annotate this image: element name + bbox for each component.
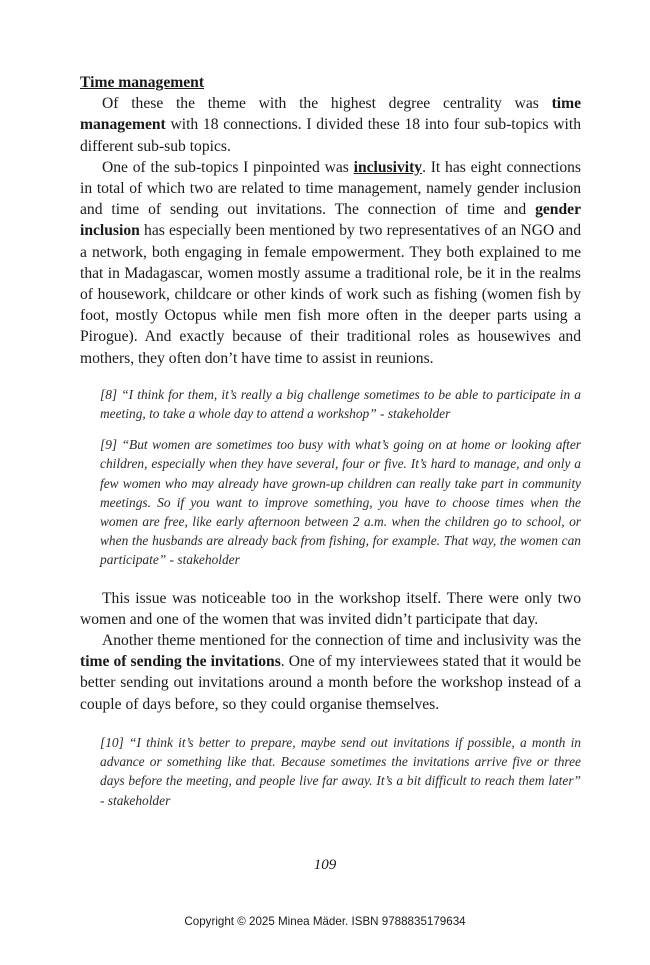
- quote-8: [8] “I think for them, it’s really a big challenge sometimes to be able to participate in a meeting, to take a whole day to attend a workshop” - stakeholder: [100, 386, 581, 422]
- emphasis-time-management: time management: [80, 95, 581, 134]
- quote-9: [9] “But women are sometimes too busy with what’s going on at home or looking after children, especially when they have several, four or five. It’s hard to manage, and only a few women who may already have grown-up children can really take part in community meetings. So if you want to improve something, you have to choose times when the women are free, like early afternoon between 2 a.m. when the children go to school, or when the husbands are already back from fishing, for example. That way, the women can participate” - stakeholder: [100, 437, 581, 568]
- paragraph-3: This issue was noticeable too in the workshop itself. There were only two women and one of the women that was invited didn’t participate that day.: [80, 589, 581, 628]
- emphasis-time-of-sending: time of sending the invitations: [80, 653, 281, 671]
- paragraph-2: One of the sub-topics I pinpointed was inclusivity. It has eight connections in total of which two are related to time management, namely gender inclusion and time of sending out invitations. The connection of time and gender inclusion has especially been mentioned by two representatives of an NGO and a network, both engaging in female empowerment. They both explained to me that in Madagascar, women mostly assume a traditional role, be it in the realms of housework, childcare or other kinds of work such as fishing (women fish by foot, mostly Octopus while men fish more often in the deeper parts using a Pirogue). And exactly because of their traditional roles as housewives and mothers, they often don’t have time to assist in reunions.: [80, 158, 582, 367]
- emphasis-gender-inclusion: gender inclusion: [80, 201, 581, 240]
- quote-10: [10] “I think it’s better to prepare, maybe send out invitations if possible, a month in advance or something like that. Because sometimes the invitations arrive five or three days before the meeting, and people live far away. It’s a bit difficult to reach them later” - stakeholder: [100, 734, 581, 808]
- paragraph-4: Another theme mentioned for the connection of time and inclusivity was the time of sending the invitations. One of my interviewees stated that it would be better sending out invitations around a month before the workshop instead of a couple of days before, so they could organise themselves.: [80, 632, 581, 713]
- paragraph-1: Of these the theme with the highest degree centrality was time management with 18 connections. I divided these 18 into four sub-topics with different sub-sub topics.: [80, 95, 581, 155]
- page-number: 109: [313, 857, 337, 873]
- copyright-footer: Copyright © 2025 Minea Mäder. ISBN 9788835179634: [184, 915, 466, 928]
- section-heading: Time management: [80, 74, 205, 91]
- page-body: [80, 72, 581, 810]
- emphasis-inclusivity: inclusivity: [353, 158, 423, 176]
